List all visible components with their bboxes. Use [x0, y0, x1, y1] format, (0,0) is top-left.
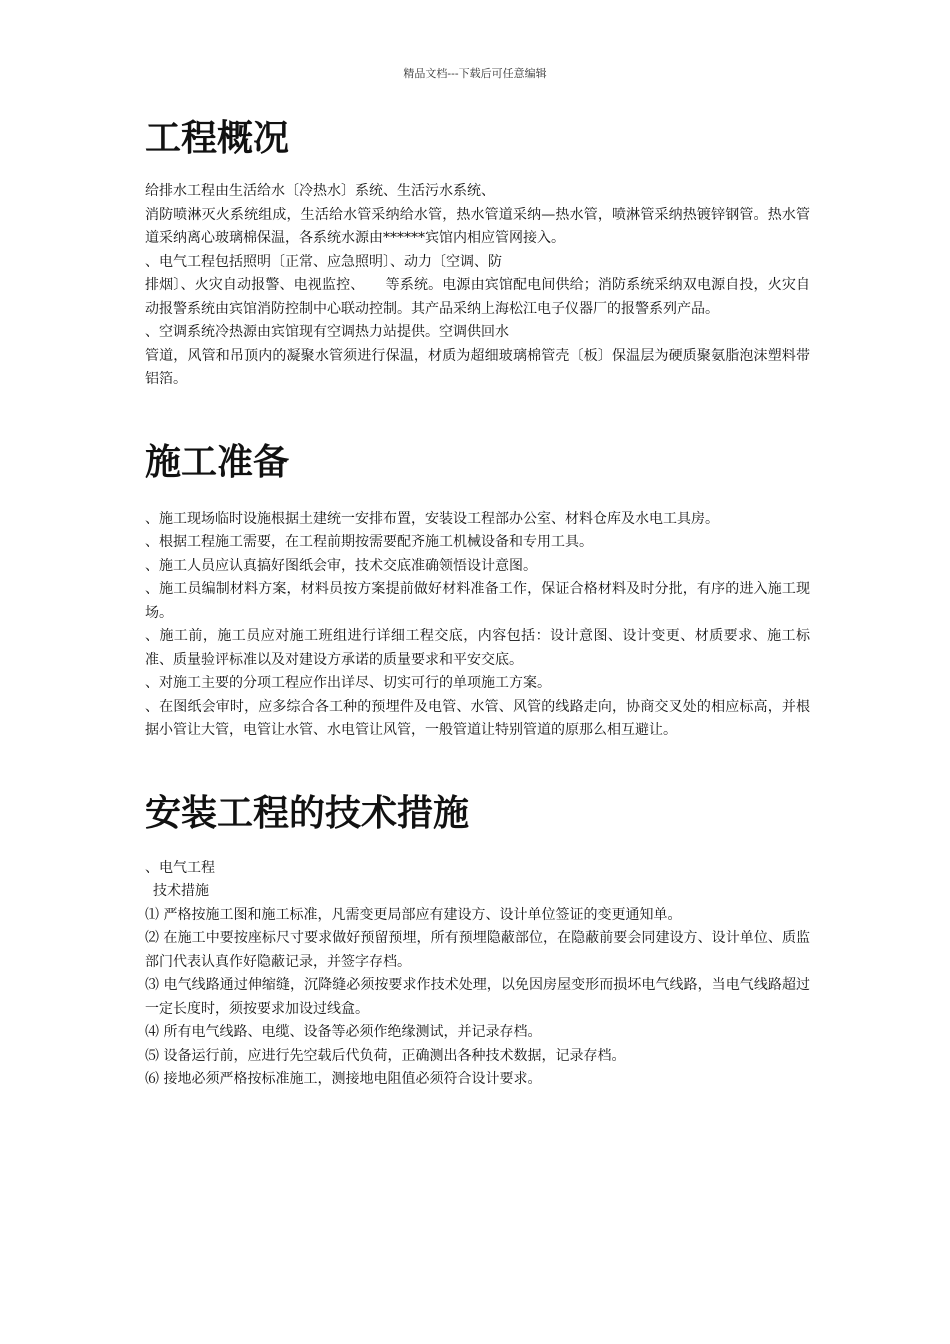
- paragraph: 、根据工程施工需要，在工程前期按需要配齐施工机械设备和专用工具。: [145, 534, 593, 550]
- subheading: 技术措施: [153, 883, 209, 899]
- paragraph: 管道，风管和吊顶内的凝聚水管须进行保温，材质为超细玻璃棉管壳〔板〕保温层为硬质聚氨脂泡沫塑料带铝箔。: [145, 347, 810, 387]
- paragraph: 、施工员编制材料方案，材料员按方案提前做好材料准备工作，保证合格材料及时分批，有序的进入施工现场。: [145, 581, 810, 621]
- section-title-preparation: 施工准备: [145, 440, 290, 483]
- paragraph: 、电气工程包括照明〔正常、应急照明〕、动力〔空调、防: [145, 253, 502, 270]
- list-item: ⑴ 严格按施工图和施工标准，凡需变更局部应有建设方、设计单位签证的变更通知单。: [145, 906, 682, 923]
- document-body: [145, 110, 810, 1092]
- paragraph: 、电气工程: [145, 859, 215, 876]
- paragraph: 、施工前，施工员应对施工班组进行详细工程交底，内容包括：设计意图、设计变更、材质要求、施工标准、质量验评标准以及对建设方承诺的质量要求和平安交底。: [145, 628, 810, 668]
- paragraph: 排烟〕、火灾自动报警、电视监控、 等系统。电源由宾馆配电间供给；消防系统采纳双电源自投，火灾自动报警系统由宾馆消防控制中心联动控制。其产品采纳上海松江电子仪器厂的报警系列产品。: [145, 277, 810, 317]
- list-item: ⑶ 电气线路通过伸缩缝，沉降缝必须按要求作技术处理，以免因房屋变形而损坏电气线路，当电气线路超过一定长度时，须按要求加设过线盒。: [145, 977, 810, 1017]
- paragraph: 、在图纸会审时，应多综合各工种的预埋件及电管、水管、风管的线路走向，协商交叉处的相应标高，并根据小管让大管，电管让水管、水电管让风管，一般管道让特别管道的原那么相互避让。: [145, 698, 810, 738]
- section-title-technical-measures: 安装工程的技术措施: [145, 791, 470, 834]
- section-title-overview: 工程概况: [145, 117, 290, 159]
- list-item: ⑹ 接地必须严格按标准施工，测接地电阻值必须符合设计要求。: [145, 1071, 542, 1087]
- paragraph: 、施工现场临时设施根据土建统一安排布置，安装设工程部办公室、材料仓库及水电工具房。: [145, 510, 719, 527]
- paragraph: 、空调系统冷热源由宾馆现有空调热力站提供。空调供回水: [145, 324, 509, 340]
- paragraph: 消防喷淋灭火系统组成，生活给水管采纳给水管，热水管道采纳—热水管，喷淋管采纳热镀锌钢管。热水管道采纳离心玻璃棉保温，各系统水源由******宾馆内相应管网接入。: [145, 206, 810, 246]
- list-item: ⑵ 在施工中要按座标尺寸要求做好预留预埋，所有预埋隐蔽部位，在隐蔽前要会同建设方、设计单位、质监部门代表认真作好隐蔽记录，并签字存档。: [145, 930, 810, 970]
- page-header: 精品文档---下载后可任意编辑: [403, 67, 547, 80]
- paragraph: 给排水工程由生活给水〔冷热水〕系统、生活污水系统、: [145, 183, 495, 199]
- list-item: ⑷ 所有电气线路、电缆、设备等必须作绝缘测试，并记录存档。: [145, 1024, 542, 1040]
- paragraph: 、施工人员应认真搞好图纸会审，技术交底准确领悟设计意图。: [145, 557, 537, 574]
- list-item: ⑸ 设备运行前，应进行先空载后代负荷，正确测出各种技术数据，记录存档。: [145, 1047, 626, 1064]
- paragraph: 、对施工主要的分项工程应作出详尽、切实可行的单项施工方案。: [145, 675, 551, 691]
